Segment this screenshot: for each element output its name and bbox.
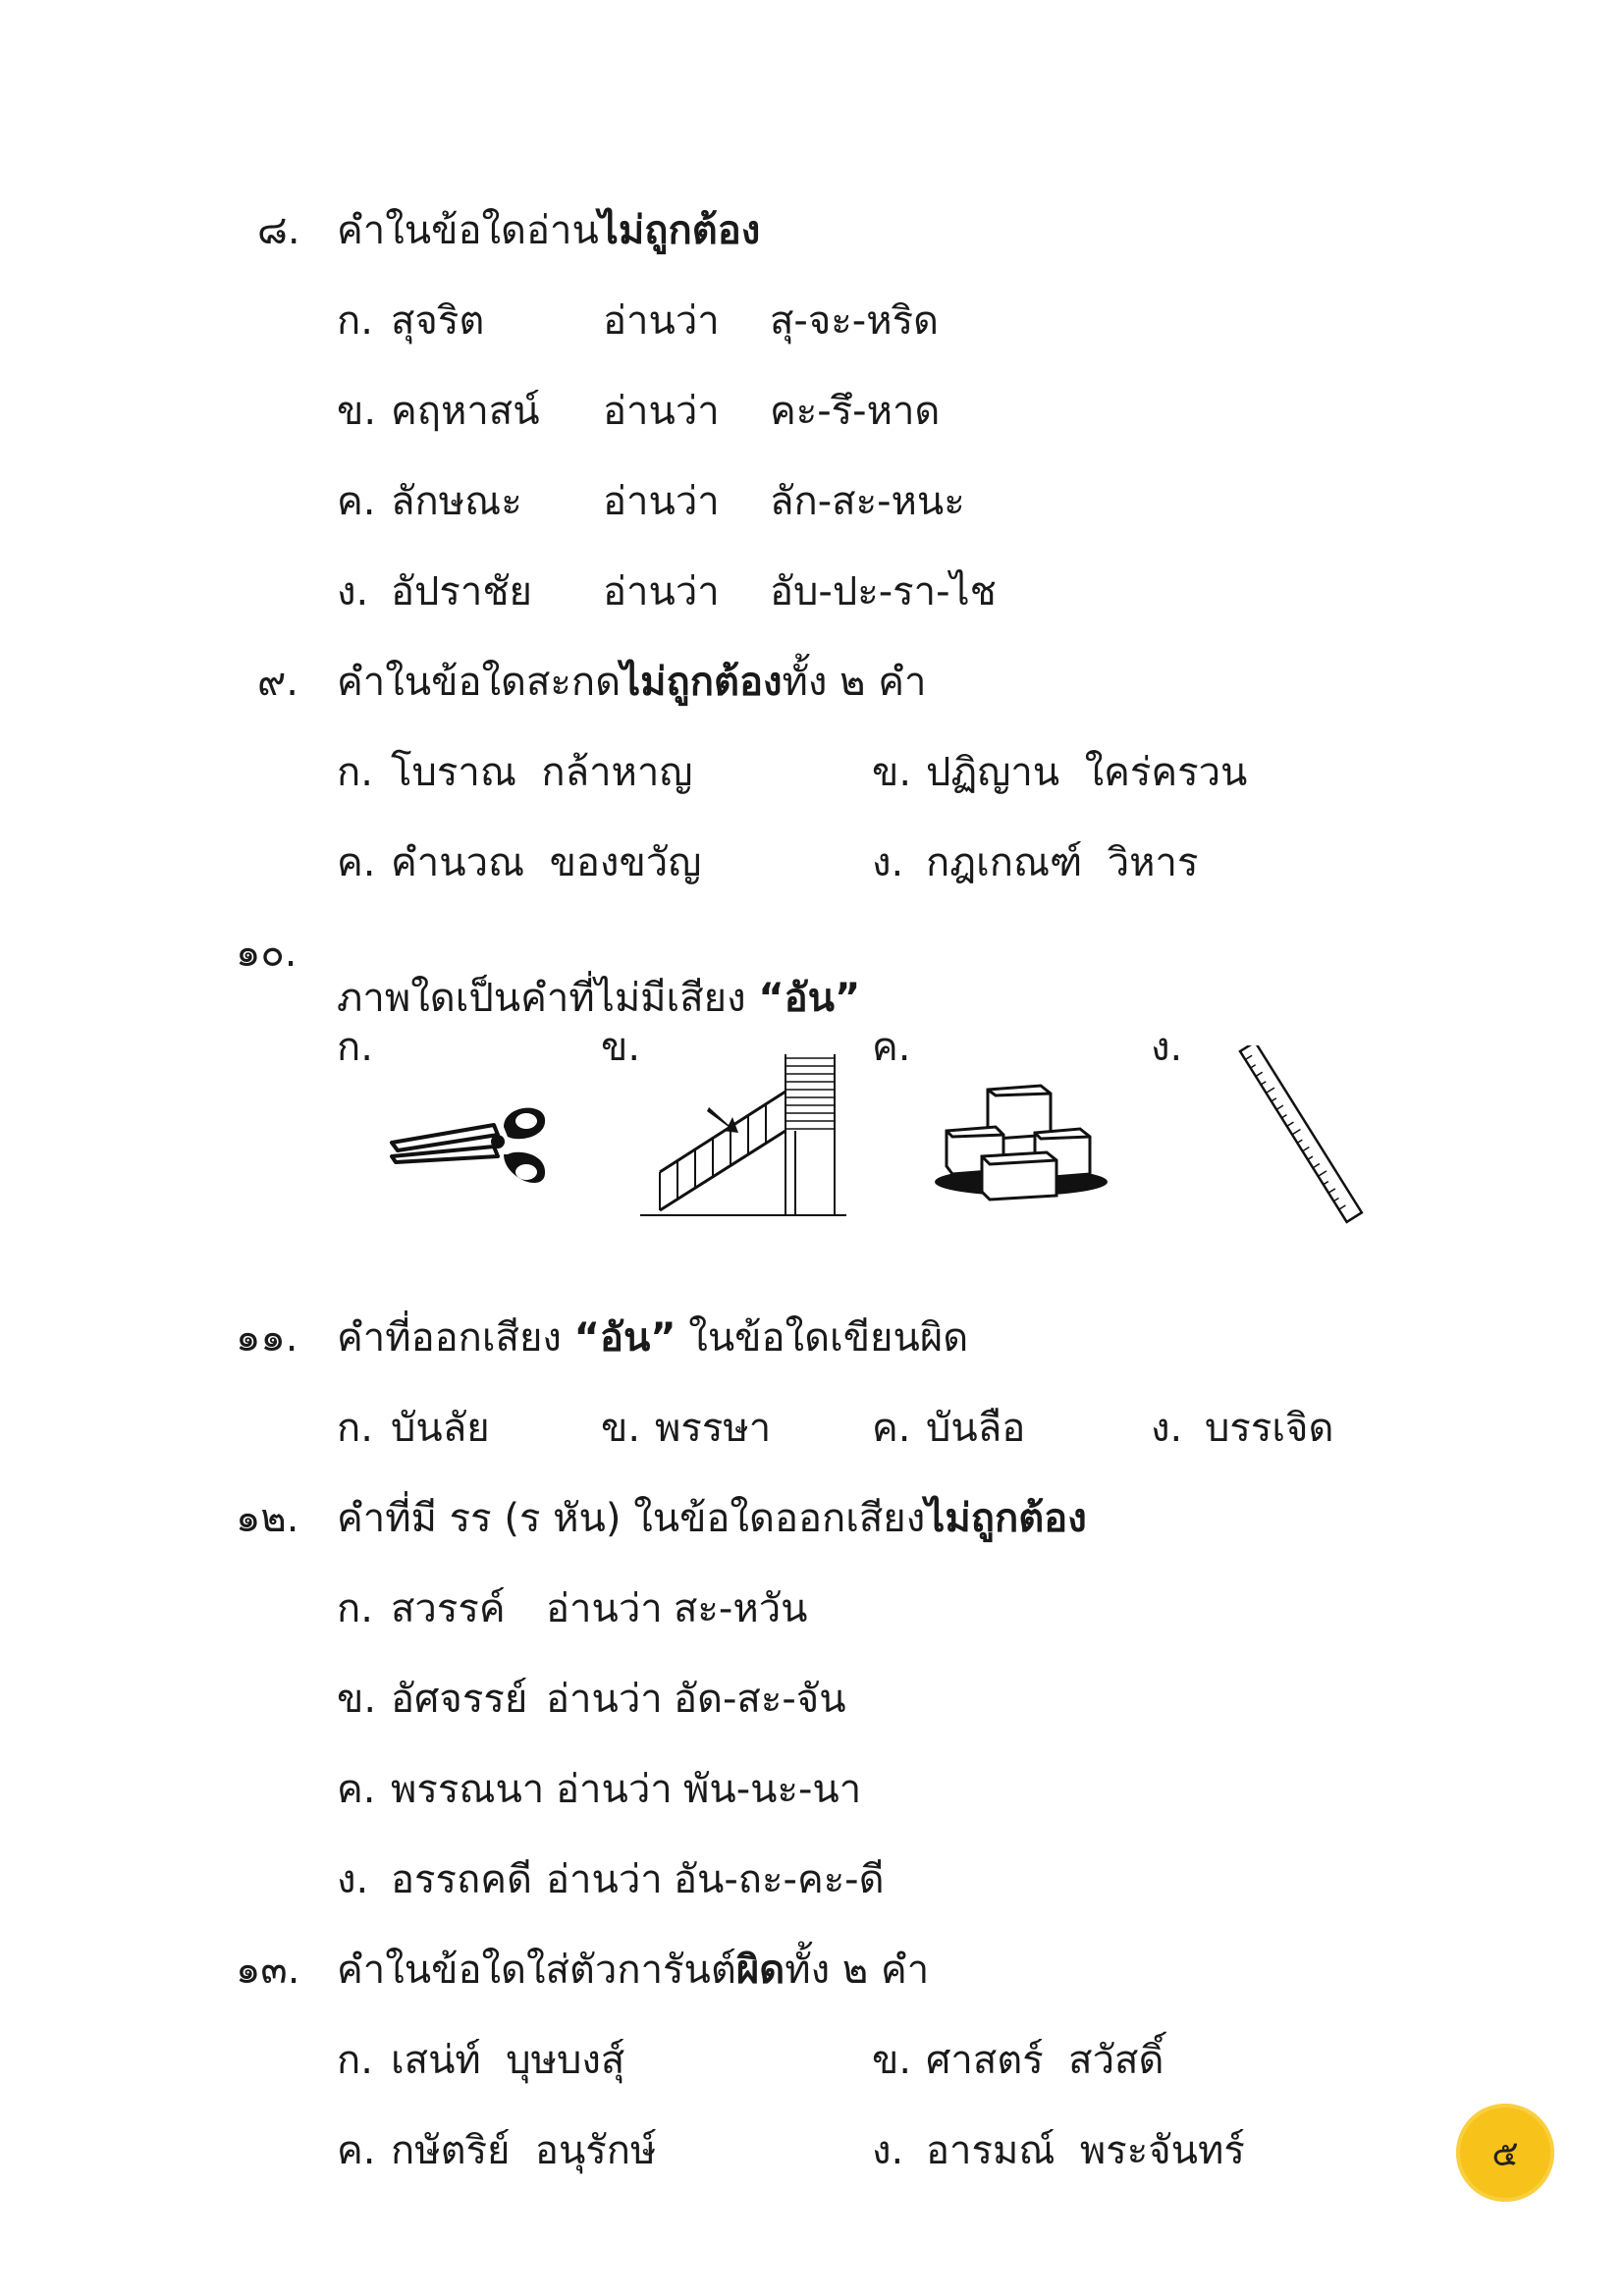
q10-option-d-label: ง. — [1151, 1025, 1183, 1070]
q9-option-c-text: คำนวณ ของขวัญ — [391, 840, 702, 885]
question-11-text — [337, 1306, 968, 1368]
question-10-number: ๑๐. — [236, 931, 298, 976]
q12-option-a-reading: สะ-หวัน — [674, 1586, 808, 1631]
q8-option-b-label: ข. — [337, 389, 377, 434]
q12-option-d-label: ง. — [337, 1857, 369, 1902]
question-13-text-bold: ผิด — [735, 1948, 785, 1993]
q10-option-a-label: ก. — [337, 1025, 373, 1070]
q12-option-a-label: ก. — [337, 1586, 373, 1631]
q12-option-c-label: ค. — [337, 1767, 376, 1812]
q13-option-b-label: ข. — [872, 2038, 912, 2083]
q9-option-d-text: กฎเกณฑ์ วิหาร — [926, 840, 1199, 885]
q11-option-c-text: บันลือ — [926, 1406, 1026, 1451]
q13-option-d-label: ง. — [872, 2128, 904, 2173]
question-8-text-pre: คำในข้อใดอ่าน — [337, 208, 599, 253]
q8-option-b-reading: คะ-รึ-หาด — [770, 389, 941, 434]
stone-blocks-icon — [933, 1080, 1110, 1207]
q11-option-c-label: ค. — [872, 1406, 911, 1451]
question-8-text — [337, 198, 760, 261]
q12-option-b-reading: อัด-สะ-จัน — [674, 1677, 846, 1722]
q13-option-a-text: เสน่ท์ บุษบงสุ์ — [391, 2038, 625, 2083]
q8-option-a-reads: อ่านว่า — [603, 298, 720, 344]
question-9-text-bold: ไม่ถูกต้อง — [621, 660, 783, 705]
q8-option-d-label: ง. — [337, 569, 369, 614]
q13-option-d-text: อารมณ์ พระจันทร์ — [926, 2128, 1245, 2173]
q11-option-d-text: บรรเจิด — [1205, 1406, 1334, 1451]
q13-option-a-label: ก. — [337, 2038, 373, 2083]
q12-option-c-reading: พัน-นะ-นา — [683, 1767, 862, 1812]
question-11-text-pre: คำที่ออกเสียง — [337, 1315, 574, 1361]
question-13-text-pre: คำในข้อใดใส่ตัวการันต์ — [337, 1948, 736, 1993]
q8-option-b-reads: อ่านว่า — [603, 389, 720, 434]
q9-option-b-text: ปฏิญาน ใคร่ครวน — [926, 750, 1248, 795]
q8-option-a-word: สุจริต — [391, 298, 485, 344]
q12-option-a-reads: อ่านว่า — [546, 1586, 663, 1631]
question-9-text-post: ทั้ง ๒ คำ — [782, 660, 927, 705]
question-9-number: ๙. — [257, 660, 299, 705]
question-8-number: ๘. — [257, 208, 300, 253]
q8-option-c-label: ค. — [337, 479, 376, 524]
question-10-text — [337, 921, 860, 1029]
q11-option-b-text: พรรษา — [655, 1406, 772, 1451]
q8-option-d-reading: อับ-ปะ-รา-ไช — [770, 569, 997, 614]
q11-option-a-label: ก. — [337, 1406, 373, 1451]
question-9-text — [337, 650, 926, 713]
q8-option-c-word: ลักษณะ — [391, 479, 522, 524]
q9-option-a-text: โบราณ กล้าหาญ — [391, 750, 693, 795]
question-13-text — [337, 1938, 929, 2001]
q8-option-c-reads: อ่านว่า — [603, 479, 720, 524]
q12-option-a-word: สวรรค์ — [391, 1586, 506, 1631]
ruler-icon — [1222, 1045, 1365, 1232]
q12-option-b-reads: อ่านว่า — [546, 1677, 663, 1722]
question-11-number: ๑๑. — [236, 1315, 298, 1361]
question-8-text-bold: ไม่ถูกต้อง — [598, 208, 761, 253]
question-10-text-bold: “อัน” — [758, 976, 861, 1021]
scissors-icon — [388, 1097, 555, 1196]
q12-option-b-label: ข. — [337, 1677, 377, 1722]
q12-option-d-word: อรรถคดี — [391, 1857, 532, 1902]
q8-option-a-reading: สุ-จะ-หริด — [770, 298, 940, 344]
q11-option-d-label: ง. — [1151, 1406, 1183, 1451]
question-12-text-pre: คำที่มี รร (ร หัน) ในข้อใดออกเสียง — [337, 1496, 926, 1541]
q12-option-b-word: อัศจรรย์ — [391, 1677, 528, 1722]
page-number: ๕ — [1491, 2133, 1519, 2174]
q13-option-c-label: ค. — [337, 2128, 376, 2173]
q10-option-c-label: ค. — [872, 1025, 911, 1070]
q12-option-d-reads: อ่านว่า — [546, 1857, 663, 1902]
question-12-text-bold: ไม่ถูกต้อง — [925, 1496, 1087, 1541]
question-12-text — [337, 1486, 1087, 1549]
question-11-text-bold: “อัน” — [573, 1315, 677, 1361]
q12-option-d-reading: อัน-ถะ-คะ-ดี — [674, 1857, 885, 1902]
question-13-text-post: ทั้ง ๒ คำ — [785, 1948, 930, 1993]
q8-option-c-reading: ลัก-สะ-หนะ — [770, 479, 965, 524]
q8-option-b-word: คฤหาสน์ — [391, 389, 540, 434]
q8-option-a-label: ก. — [337, 298, 373, 344]
q12-option-c-reads: อ่านว่า — [556, 1767, 673, 1812]
question-9-text-pre: คำในข้อใดสะกด — [337, 660, 622, 705]
q8-option-d-reads: อ่านว่า — [603, 569, 720, 614]
q8-option-d-word: อัปราชัย — [391, 569, 532, 614]
q11-option-a-text: บันลัย — [391, 1406, 490, 1451]
question-10-text-pre: ภาพใดเป็นคำที่ไม่มีเสียง — [337, 976, 759, 1021]
question-11-text-post: ในข้อใดเขียนผิด — [676, 1315, 969, 1361]
question-12-number: ๑๒. — [236, 1496, 299, 1541]
q9-option-d-label: ง. — [872, 840, 904, 885]
q13-option-c-text: กษัตริย์ อนุรักษ์ — [391, 2128, 657, 2173]
q9-option-a-label: ก. — [337, 750, 373, 795]
q9-option-b-label: ข. — [872, 750, 912, 795]
question-13-number: ๑๓. — [236, 1948, 300, 1993]
q10-option-b-label: ข. — [601, 1025, 641, 1070]
q11-option-b-label: ข. — [601, 1406, 641, 1451]
page-number-badge — [1456, 2104, 1554, 2202]
q12-option-c-word: พรรณนา — [391, 1767, 545, 1812]
staircase-icon — [640, 1048, 846, 1220]
q9-option-c-label: ค. — [337, 840, 376, 885]
q13-option-b-text: ศาสตร์ สวัสดิ์ — [926, 2038, 1164, 2083]
